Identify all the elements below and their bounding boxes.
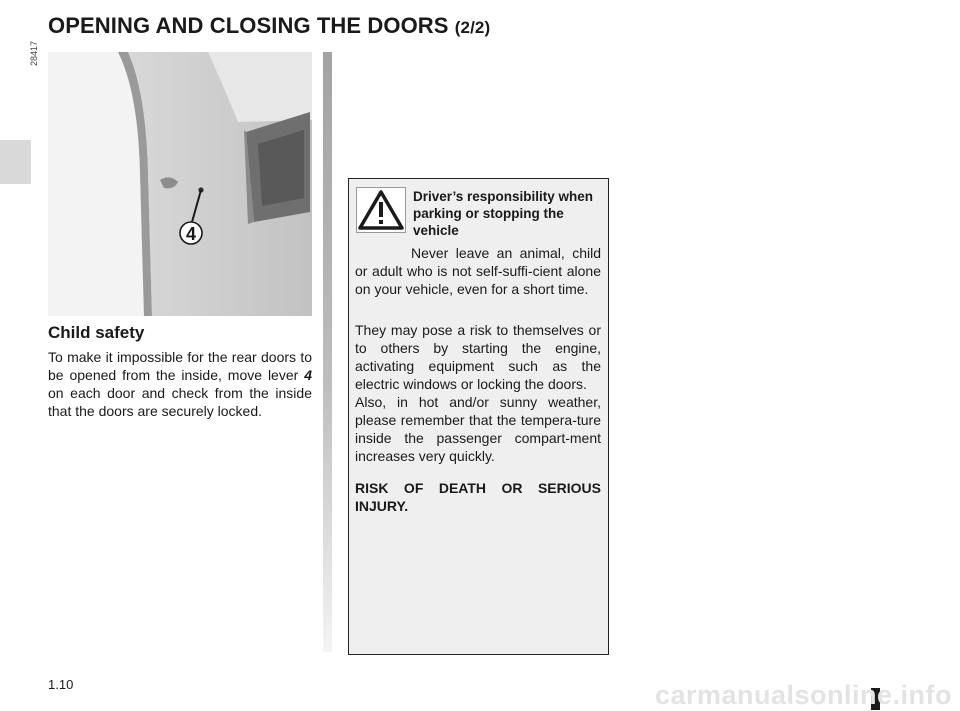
page-number: 1.10 <box>48 677 74 692</box>
child-safety-heading: Child safety <box>48 323 145 342</box>
door-illustration <box>48 52 312 316</box>
warning-paragraph-2: They may pose a risk to themselves or to others by starting the engine, activating equipment such as the electric windows or locking the doors. Also, in hot and/or sunny weather, please remember that the tempera-ture inside the passenger compart-ment increases very quickly. <box>355 322 601 464</box>
child-safety-text-after: on each door and check from the inside that the doors are securely locked. <box>48 385 312 419</box>
warning-paragraph-1: Never leave an animal, child or adult who is not self-suffi-cient alone on your vehicle, even for a short time. <box>355 245 601 297</box>
callout-label: 4 <box>185 224 197 244</box>
page-title-main: OPENING AND CLOSING THE DOORS <box>48 13 449 38</box>
lever-reference: 4 <box>304 367 312 383</box>
watermark: carmanualsonline.info <box>654 680 952 710</box>
door-lock-photo <box>48 52 312 316</box>
child-safety-text-before: To make it impossible for the rear doors to be opened from the inside, move lever <box>48 349 312 383</box>
page-title <box>48 13 490 39</box>
warning-heading: Driver’s responsibility when parking or stopping the vehicle <box>413 189 594 238</box>
warning-box <box>348 178 609 655</box>
page-title-part: (2/2) <box>454 18 491 37</box>
child-safety-text <box>48 348 312 420</box>
chapter-tab <box>0 140 31 184</box>
figure-code: 28417 <box>29 40 39 66</box>
warning-paragraph-3: RISK OF DEATH OR SERIOUS INJURY. <box>355 480 601 514</box>
column-divider <box>323 52 332 652</box>
warning-triangle-icon <box>356 187 406 233</box>
